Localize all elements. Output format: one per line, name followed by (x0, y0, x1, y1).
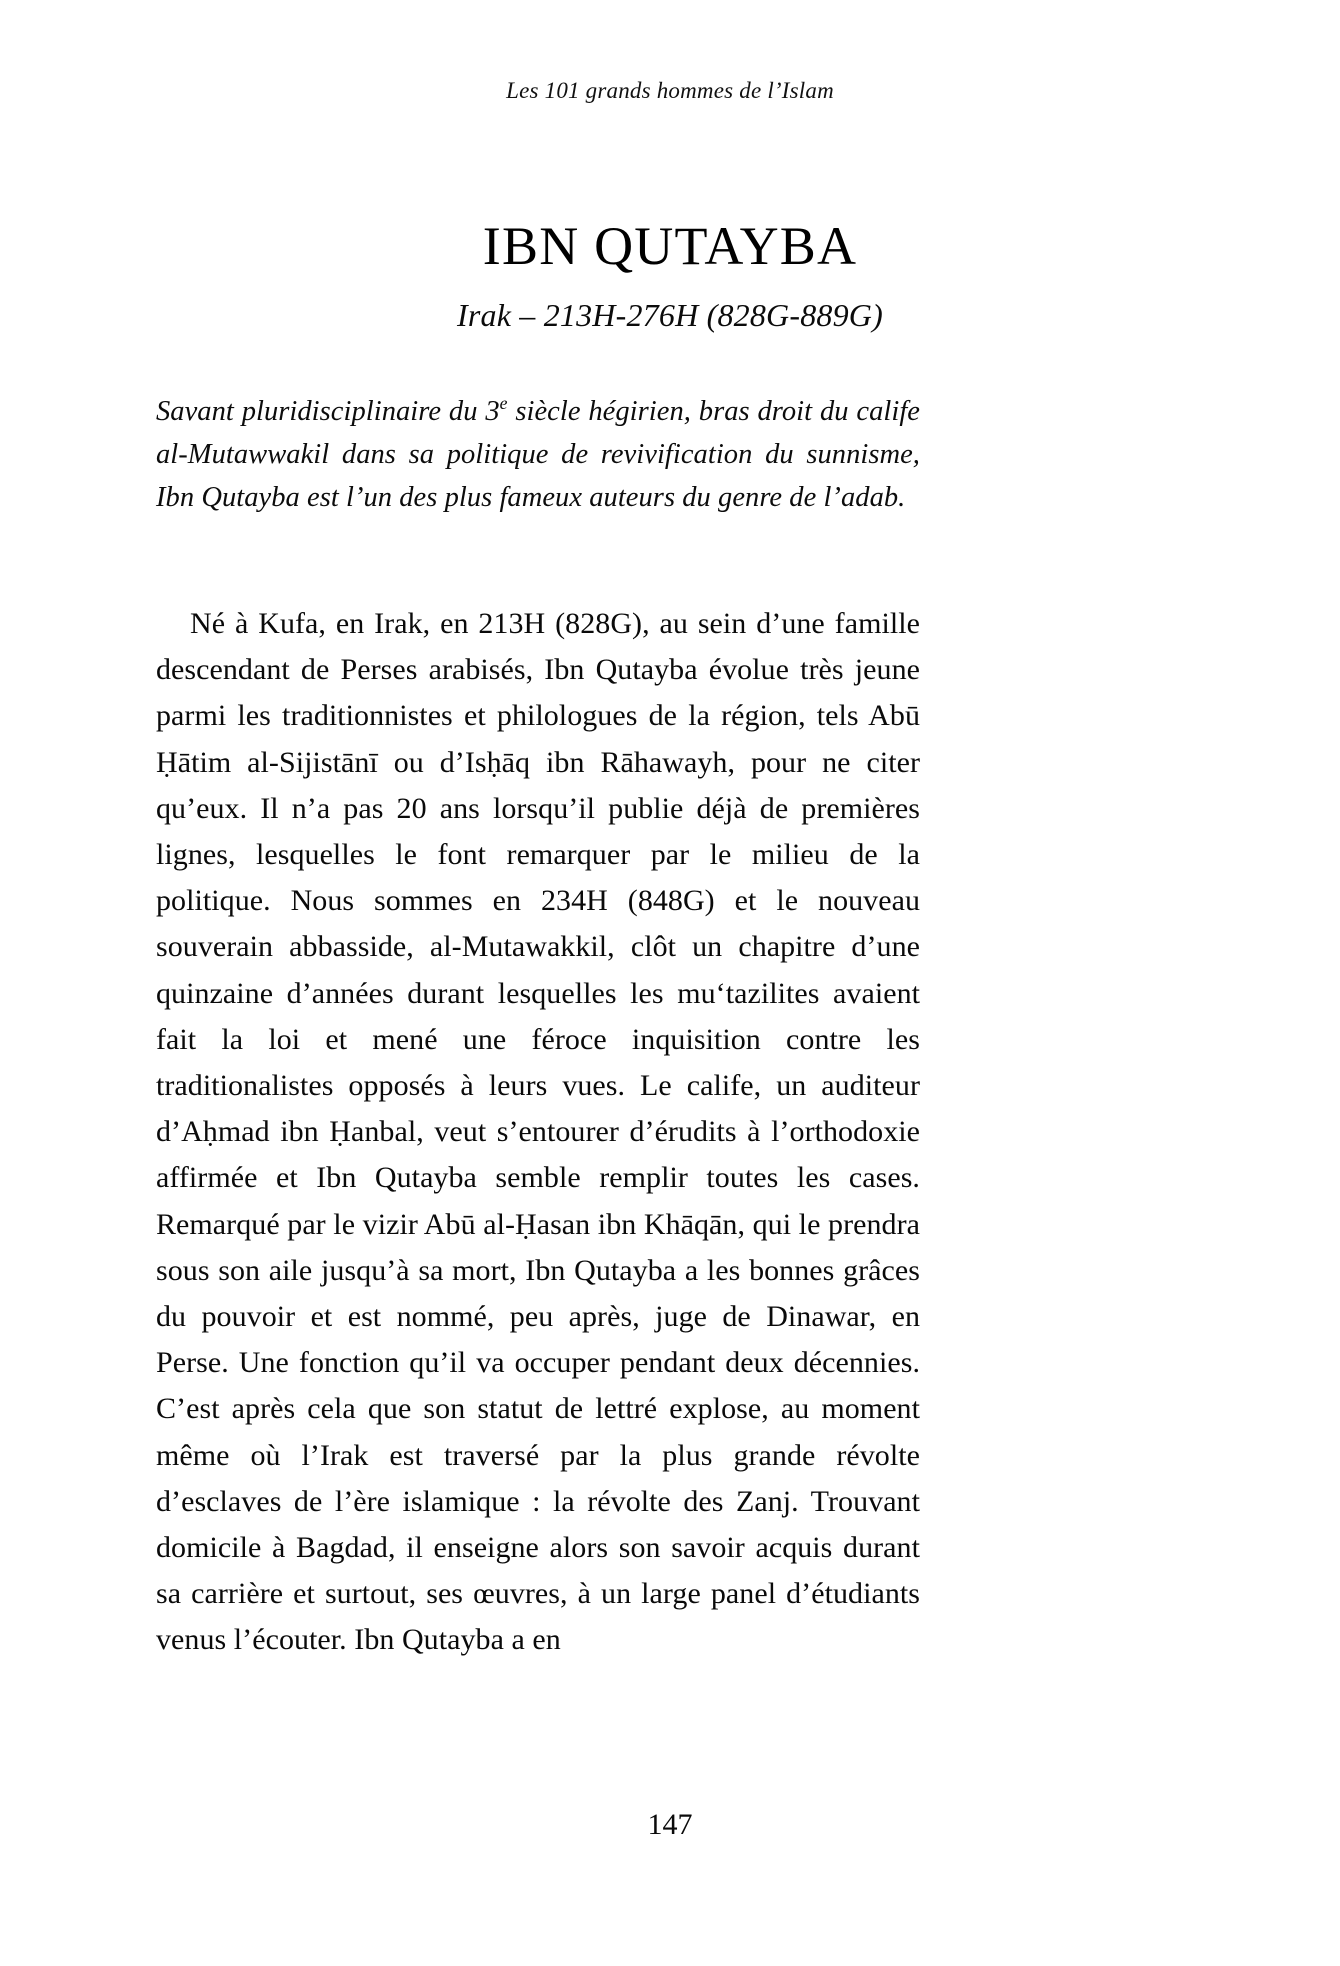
body-paragraph: Né à Kufa, en Irak, en 213H (828G), au sein d’une famille descendant de Perses arabisés, Ibn Qutayba évolue très jeune parmi les traditionnistes et philologues de la région, tels Abū Ḥātim al-Sijistānī ou d’Isḥāq ibn Rāhawayh, pour ne citer qu’eux. Il n’a pas 20 ans lorsqu’il publie déjà de premières lignes, lesquelles le font remarquer par le milieu de la politique. Nous sommes en 234H (848G) et le nouveau souverain abbasside, al-Mutawakkil, clôt un chapitre d’une quinzaine d’années durant lesquelles les muʻtazilites avaient fait la loi et mené une féroce inquisition contre les traditionalistes opposés à leurs vues. Le calife, un auditeur d’Aḥmad ibn Ḥanbal, veut s’entourer d’érudits à l’orthodoxie affirmée et Ibn Qutayba semble remplir toutes les cases. Remarqué par le vizir Abū al-Ḥasan ibn Khāqān, qui le prendra sous son aile jusqu’à sa mort, Ibn Qutayba a les bonnes grâces du pouvoir et est nommé, peu après, juge de Dinawar, en Perse. Une fonction qu’il va occuper pendant deux décennies. C’est après cela que son statut de lettré explose, au moment même où l’Irak est traversé par la plus grande révolte d’esclaves de l’ère islamique : la révolte des Zanj. Trouvant domicile à Bagdad, il enseigne alors son savoir acquis durant sa carrière et surtout, ses œuvres, à un large panel d’étudiants venus l’écouter. Ibn Qutayba a en (156, 607, 920, 1657)
ordinal-superscript: e (499, 393, 508, 414)
running-header: Les 101 grands hommes de l’Islam (506, 78, 834, 103)
page-number: 147 (647, 1808, 693, 1841)
lead-text-before-superscript: Savant pluridisciplinaire du 3 (156, 396, 500, 427)
chapter-title: IBN QUTAYBA (482, 216, 858, 276)
chapter-subtitle: Irak – 213H-276H (828G-889G) (457, 297, 883, 334)
chapter-title-block (0, 218, 1340, 334)
text-column (156, 390, 920, 1664)
lead-paragraph (156, 390, 920, 519)
lead-text-after-superscript: siècle hégirien, bras droit du calife al-Mutawwakil dans sa politique de revivification du sunnisme, Ibn Qutayba est l’un des plus fameux auteurs du genre de l’adab. (156, 396, 921, 513)
